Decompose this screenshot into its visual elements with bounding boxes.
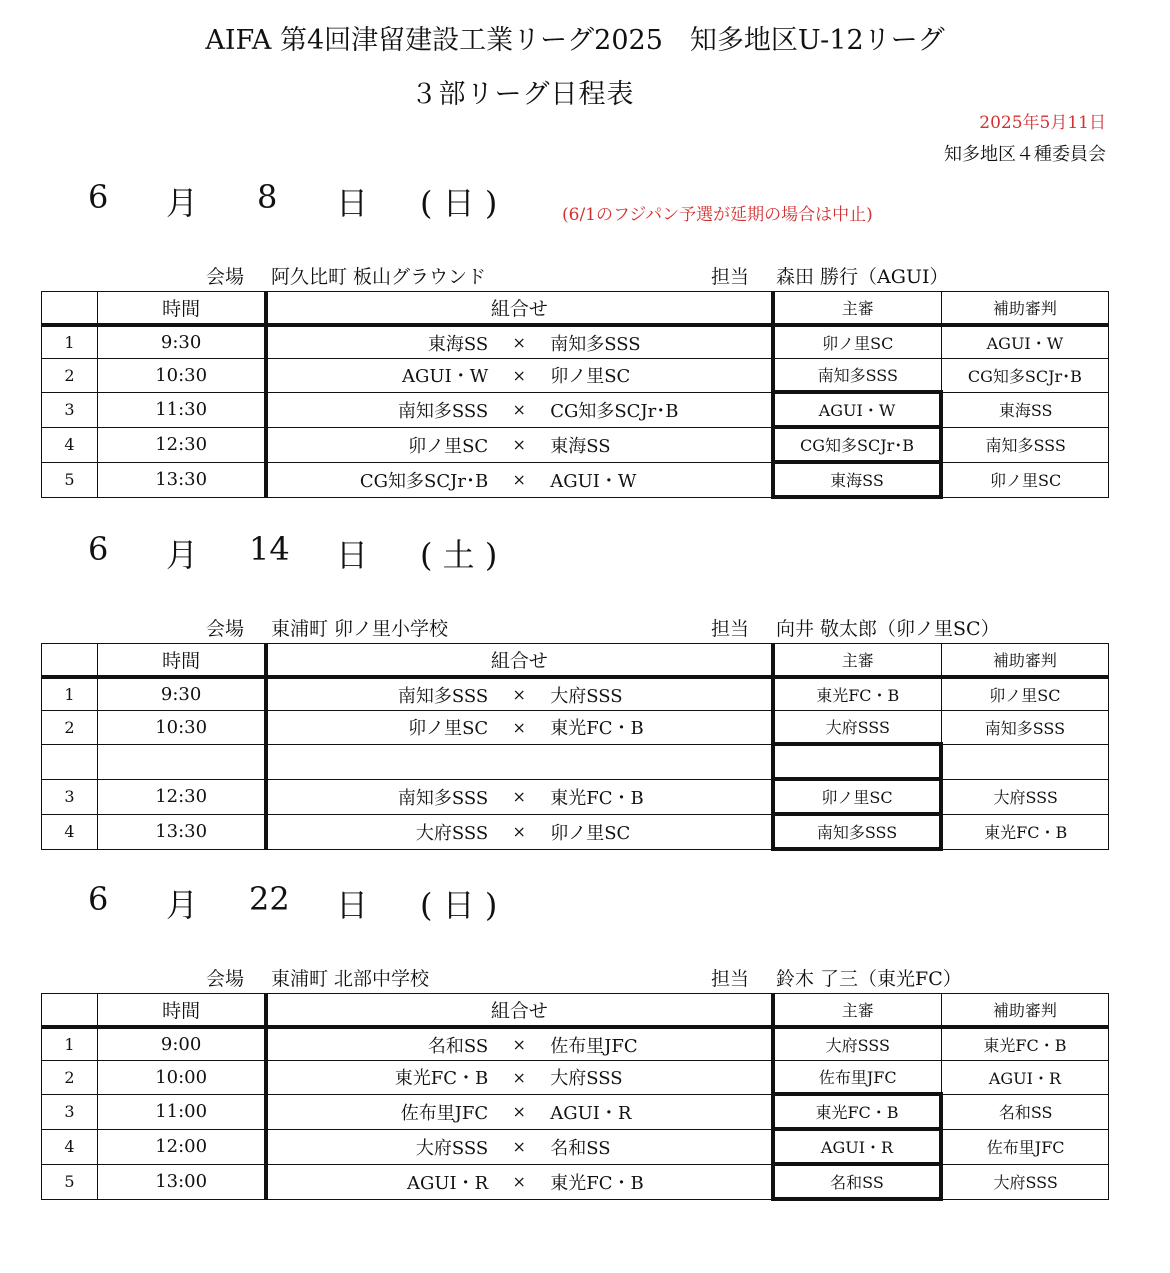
home-team: 大府SSS (415, 1137, 489, 1159)
assistant-referee-team: CG知多SCJr･B (941, 359, 1108, 393)
assistant-referee-team: 南知多SSS (941, 427, 1108, 462)
document-title: AIFA 第4回津留建設工業リーグ2025 知多地区U-12リーグ (205, 25, 945, 56)
home-team: 卯ノ里SC (408, 435, 489, 457)
match-number (42, 744, 98, 779)
date-month-label: 月 (166, 536, 199, 574)
versus-mark: × (512, 685, 526, 704)
header-assistant: 補助審判 (941, 644, 1108, 678)
kickoff-time: 12:00 (98, 1129, 267, 1164)
date-day-label: 日 (336, 886, 369, 924)
kickoff-time: 13:30 (98, 814, 267, 849)
away-team: 卯ノ里SC (550, 822, 631, 844)
assistant-referee-team: 卯ノ里SC (941, 677, 1108, 711)
table-row (42, 1027, 1109, 1061)
kickoff-time: 13:00 (98, 1164, 267, 1199)
venue-name: 東浦町 卯ノ里小学校 (271, 618, 449, 640)
away-team: 東光FC・B (550, 718, 644, 740)
manager-name: 森田 勝行（AGUI） (776, 266, 949, 288)
venue-label: 会場 (206, 266, 245, 288)
versus-mark: × (512, 470, 526, 489)
table-row (42, 392, 1109, 427)
issued-date: 2025年5月11日 (979, 113, 1106, 133)
versus-mark: × (512, 1102, 526, 1121)
away-team: 大府SSS (550, 1068, 623, 1090)
away-team: 大府SSS (550, 685, 623, 707)
match-pairing (266, 711, 772, 745)
referee-team: 名和SS (773, 1164, 942, 1199)
home-team: 南知多SSS (397, 787, 489, 809)
date-day: 22 (249, 880, 290, 918)
header-time: 時間 (98, 644, 267, 678)
kickoff-time: 9:00 (98, 1027, 267, 1061)
match-number: 1 (42, 325, 98, 359)
header-match: 組合せ (266, 994, 772, 1028)
kickoff-time: 10:30 (98, 359, 267, 393)
match-number: 2 (42, 359, 98, 393)
document-subtitle: ３部リーグ日程表 (410, 79, 635, 110)
assistant-referee-team: 佐布里JFC (941, 1129, 1108, 1164)
referee-team: 東光FC・B (773, 1094, 942, 1129)
kickoff-time: 9:30 (98, 677, 267, 711)
schedule-table (41, 291, 1109, 499)
referee-team: 大府SSS (773, 711, 942, 745)
away-team: 東海SS (550, 435, 611, 457)
referee-team: AGUI・R (773, 1129, 942, 1164)
away-team: 東光FC・B (550, 787, 644, 809)
away-team: CG知多SCJr･B (550, 400, 679, 422)
away-team: 南知多SSS (550, 333, 641, 355)
versus-mark: × (512, 822, 526, 841)
away-team: 佐布里JFC (550, 1035, 638, 1057)
away-team: 名和SS (550, 1137, 611, 1159)
versus-mark: × (512, 333, 526, 352)
date-day: 14 (249, 530, 290, 568)
date-month: 6 (88, 880, 109, 918)
header-no (42, 644, 98, 678)
header-referee: 主審 (773, 994, 942, 1028)
date-month: 6 (88, 530, 109, 568)
table-header-row (42, 644, 1109, 678)
referee-team: 南知多SSS (773, 814, 942, 849)
match-number: 2 (42, 711, 98, 745)
kickoff-time: 10:30 (98, 711, 267, 745)
home-team: 南知多SSS (397, 685, 489, 707)
away-team: 卯ノ里SC (550, 366, 631, 388)
referee-team (773, 744, 942, 779)
venue-label: 会場 (206, 618, 245, 640)
match-pairing (266, 325, 772, 359)
assistant-referee-team: 南知多SSS (941, 711, 1108, 745)
kickoff-time: 11:30 (98, 392, 267, 427)
assistant-referee-team: 東海SS (941, 392, 1108, 427)
venue-label: 会場 (206, 968, 245, 990)
versus-mark: × (512, 365, 526, 385)
assistant-referee-team: 東光FC・B (941, 1027, 1108, 1061)
table-row (42, 1094, 1109, 1129)
table-row (42, 677, 1109, 711)
match-number: 4 (42, 427, 98, 462)
home-team: AGUI・W (402, 366, 489, 388)
notice-text: (6/1のフジパン予選が延期の場合は中止) (562, 205, 873, 225)
header-match: 組合せ (266, 292, 772, 326)
assistant-referee-team: 東光FC・B (941, 814, 1108, 849)
table-row (42, 462, 1109, 497)
table-row (42, 711, 1109, 745)
table-row (42, 325, 1109, 359)
header-no (42, 994, 98, 1028)
match-number: 3 (42, 779, 98, 814)
date-weekday: ( 土 ) (420, 536, 498, 574)
date-weekday: ( 日 ) (420, 184, 498, 222)
away-team: 東光FC・B (550, 1172, 644, 1194)
match-pairing (266, 359, 772, 393)
manager-label: 担当 (711, 266, 750, 288)
home-team: 卯ノ里SC (408, 718, 489, 740)
match-pairing (266, 1129, 772, 1164)
assistant-referee-team (941, 744, 1108, 779)
match-number: 5 (42, 462, 98, 497)
referee-team: CG知多SCJr･B (773, 427, 942, 462)
header-time: 時間 (98, 292, 267, 326)
referee-team: 東海SS (773, 462, 942, 497)
assistant-referee-team: AGUI・R (941, 1061, 1108, 1095)
table-row (42, 779, 1109, 814)
match-pairing (266, 814, 772, 849)
match-pairing (266, 744, 772, 779)
home-team: 東光FC・B (394, 1068, 489, 1090)
header-referee: 主審 (773, 644, 942, 678)
assistant-referee-team: 大府SSS (941, 1164, 1108, 1199)
header-assistant: 補助審判 (941, 292, 1108, 326)
assistant-referee-team: 大府SSS (941, 779, 1108, 814)
manager-label: 担当 (711, 618, 750, 640)
table-row (42, 359, 1109, 393)
date-month-label: 月 (166, 184, 199, 222)
kickoff-time: 10:00 (98, 1061, 267, 1095)
date-day: 8 (257, 178, 278, 216)
match-pairing (266, 1027, 772, 1061)
table-row (42, 427, 1109, 462)
match-number: 1 (42, 1027, 98, 1061)
home-team: 南知多SSS (397, 400, 489, 422)
match-pairing (266, 779, 772, 814)
home-team: 東海SS (427, 333, 489, 355)
kickoff-time (98, 744, 267, 779)
match-number: 5 (42, 1164, 98, 1199)
date-day-label: 日 (336, 536, 369, 574)
header-assistant: 補助審判 (941, 994, 1108, 1028)
referee-team: 卯ノ里SC (773, 779, 942, 814)
match-pairing (266, 677, 772, 711)
date-month: 6 (88, 178, 109, 216)
venue-name: 阿久比町 板山グラウンド (271, 266, 487, 288)
match-number: 2 (42, 1061, 98, 1095)
referee-team: 大府SSS (773, 1027, 942, 1061)
match-pairing (266, 427, 772, 462)
match-pairing (266, 1061, 772, 1095)
date-weekday: ( 日 ) (420, 886, 498, 924)
table-row (42, 814, 1109, 849)
assistant-referee-team: AGUI・W (941, 325, 1108, 359)
match-pairing (266, 1164, 772, 1199)
kickoff-time: 13:30 (98, 462, 267, 497)
assistant-referee-team: 名和SS (941, 1094, 1108, 1129)
manager-label: 担当 (711, 968, 750, 990)
table-header-row (42, 292, 1109, 326)
table-header-row (42, 994, 1109, 1028)
versus-mark: × (512, 1137, 526, 1156)
manager-name: 向井 敬太郎（卯ノ里SC） (776, 618, 1000, 640)
match-number: 3 (42, 1094, 98, 1129)
match-pairing (266, 1094, 772, 1129)
kickoff-time: 12:30 (98, 779, 267, 814)
match-pairing (266, 462, 772, 497)
versus-mark: × (512, 1172, 526, 1191)
date-day-label: 日 (336, 184, 369, 222)
table-row (42, 744, 1109, 779)
match-number: 3 (42, 392, 98, 427)
venue-name: 東浦町 北部中学校 (271, 968, 430, 990)
header-referee: 主審 (773, 292, 942, 326)
referee-team: 南知多SSS (773, 359, 942, 393)
manager-name: 鈴木 了三（東光FC） (776, 968, 962, 990)
versus-mark: × (512, 1067, 526, 1087)
match-number: 4 (42, 1129, 98, 1164)
referee-team: AGUI・W (773, 392, 942, 427)
kickoff-time: 12:30 (98, 427, 267, 462)
referee-team: 佐布里JFC (773, 1061, 942, 1095)
table-row (42, 1129, 1109, 1164)
committee-name: 知多地区４種委員会 (944, 144, 1106, 165)
versus-mark: × (512, 1035, 526, 1054)
assistant-referee-team: 卯ノ里SC (941, 462, 1108, 497)
header-match: 組合せ (266, 644, 772, 678)
table-row (42, 1164, 1109, 1199)
home-team: 名和SS (427, 1035, 489, 1057)
date-month-label: 月 (166, 886, 199, 924)
home-team: 佐布里JFC (400, 1102, 489, 1124)
home-team: 大府SSS (415, 822, 489, 844)
referee-team: 卯ノ里SC (773, 325, 942, 359)
schedule-table (41, 993, 1109, 1201)
referee-team: 東光FC・B (773, 677, 942, 711)
home-team: AGUI・R (406, 1172, 489, 1194)
header-no (42, 292, 98, 326)
away-team: AGUI・R (550, 1102, 632, 1124)
away-team: AGUI・W (550, 470, 637, 492)
versus-mark: × (512, 435, 526, 454)
header-time: 時間 (98, 994, 267, 1028)
match-pairing (266, 392, 772, 427)
versus-mark: × (512, 717, 526, 737)
match-number: 1 (42, 677, 98, 711)
versus-mark: × (512, 787, 526, 806)
versus-mark: × (512, 400, 526, 419)
kickoff-time: 9:30 (98, 325, 267, 359)
home-team: CG知多SCJr･B (359, 470, 489, 492)
schedule-table (41, 643, 1109, 851)
table-row (42, 1061, 1109, 1095)
match-number: 4 (42, 814, 98, 849)
kickoff-time: 11:00 (98, 1094, 267, 1129)
